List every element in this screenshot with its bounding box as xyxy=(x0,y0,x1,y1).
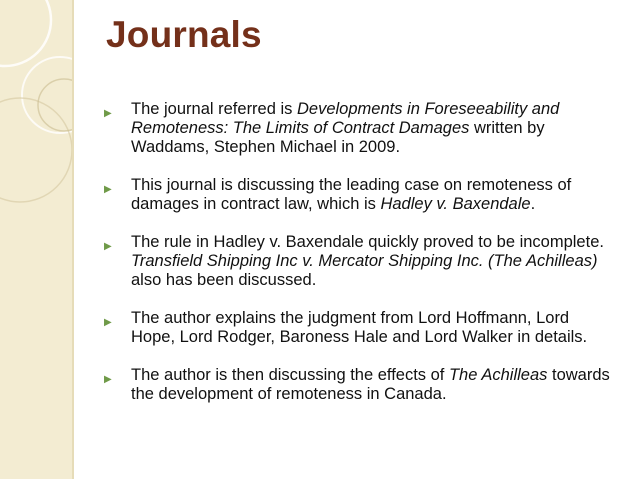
bullet-text: The rule in Hadley v. Baxendale quickly proved to be incomplete. xyxy=(131,233,604,251)
triangle-right-icon: ▶ xyxy=(104,241,112,252)
bullet-text: written by Waddams, Stephen Michael in 2009. xyxy=(131,119,545,156)
bullet-item xyxy=(104,100,614,157)
bullet-text: The author is then discussing the effects of xyxy=(131,366,449,384)
triangle-right-icon: ▶ xyxy=(104,184,112,195)
bullet-item xyxy=(104,366,614,404)
bullet-italic-text: Hadley v. Baxendale xyxy=(380,195,531,213)
bullet-italic-text: Developments in Foreseeability and Remoteness: The Limits of Contract Damages xyxy=(131,100,560,137)
band-divider xyxy=(72,0,74,479)
triangle-right-icon: ▶ xyxy=(104,108,112,119)
bullet-text: towards the development of remoteness in Canada. xyxy=(131,366,610,403)
slide-title: Journals xyxy=(106,14,262,55)
bullet-text: also has been discussed. xyxy=(131,271,317,289)
bullet-item xyxy=(104,233,614,290)
bullet-text: This journal is discussing the leading case on remoteness of damages in contract law, which is xyxy=(131,176,572,213)
decorative-circles xyxy=(0,0,72,479)
triangle-right-icon: ▶ xyxy=(104,317,112,328)
bullet-italic-text: The Achilleas xyxy=(448,366,548,384)
bullet-item xyxy=(104,309,614,347)
decorative-side-band xyxy=(0,0,72,479)
bullet-text: . xyxy=(530,195,536,213)
bullet-item xyxy=(104,176,614,214)
bullet-italic-text: Transfield Shipping Inc v. Mercator Shipping Inc. (The Achilleas) xyxy=(131,252,598,270)
bullet-text: The author explains the judgment from Lord Hoffmann, Lord Hope, Lord Rodger, Baroness Hale and Lord Walker in details. xyxy=(131,309,588,346)
bullet-list xyxy=(104,100,614,423)
bullet-text: The journal referred is xyxy=(131,100,297,118)
triangle-right-icon: ▶ xyxy=(104,374,112,385)
